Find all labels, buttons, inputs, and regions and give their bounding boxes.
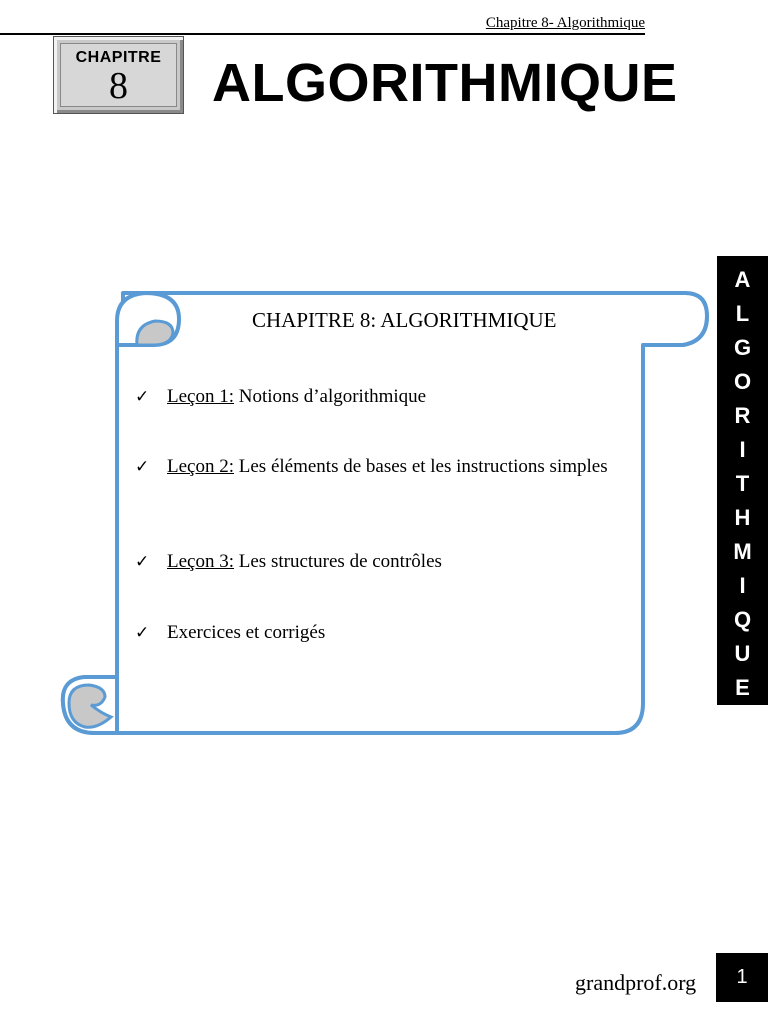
side-strip-letter: A: [734, 267, 751, 292]
chapter-badge-inner: [60, 43, 177, 107]
running-header: [0, 0, 768, 40]
lesson-description: Les structures de contrôles: [234, 551, 442, 572]
page-number: 1: [716, 953, 768, 1002]
scroll-frame: [55, 283, 715, 743]
lesson-description: Les éléments de bases et les instructions simples: [234, 456, 608, 477]
lesson-text: [167, 618, 637, 648]
lesson-label: Leçon 3:: [167, 551, 235, 572]
header-rule: [0, 33, 645, 35]
chapter-badge-word: CHAPITRE: [75, 49, 162, 66]
side-strip-letter: H: [734, 505, 751, 530]
side-strip-letter: R: [734, 403, 751, 428]
side-strip-letter: G: [733, 335, 752, 360]
checkmark-icon: ✓: [135, 457, 150, 477]
footer-site: grandprof.org: [575, 970, 697, 995]
chapter-badge: [53, 36, 184, 114]
lesson-description: Notions d’algorithmique: [234, 386, 427, 407]
lesson-text: [167, 382, 637, 412]
side-strip-letter: E: [735, 675, 750, 700]
side-strip-letter: I: [739, 437, 746, 462]
checkmark-icon: ✓: [135, 623, 150, 643]
running-title: Chapitre 8- Algorithmique: [485, 15, 645, 31]
lesson-label: Leçon 1:: [167, 386, 235, 407]
checkmark-icon: ✓: [135, 552, 150, 572]
side-strip-letter: L: [735, 301, 750, 326]
side-strip-letter: O: [733, 369, 752, 394]
side-strip-letter: M: [733, 539, 752, 564]
checkmark-icon: ✓: [135, 387, 150, 407]
lesson-label: Leçon 2:: [167, 456, 235, 477]
side-strip-letter: I: [739, 573, 746, 598]
side-strip-letter: T: [735, 471, 750, 496]
lesson-text: [167, 452, 637, 482]
side-strip: [717, 256, 768, 705]
side-strip-letter: U: [734, 641, 751, 666]
chapter-badge-number: 8: [109, 65, 128, 107]
lesson-description: Exercices et corrigés: [167, 622, 326, 643]
page-title: ALGORITHMIQUE: [212, 53, 678, 113]
scroll-shape: [55, 283, 715, 743]
side-strip-letter: Q: [733, 607, 752, 632]
scroll-title: CHAPITRE 8: ALGORITHMIQUE: [252, 308, 557, 332]
lesson-text: [167, 547, 637, 577]
